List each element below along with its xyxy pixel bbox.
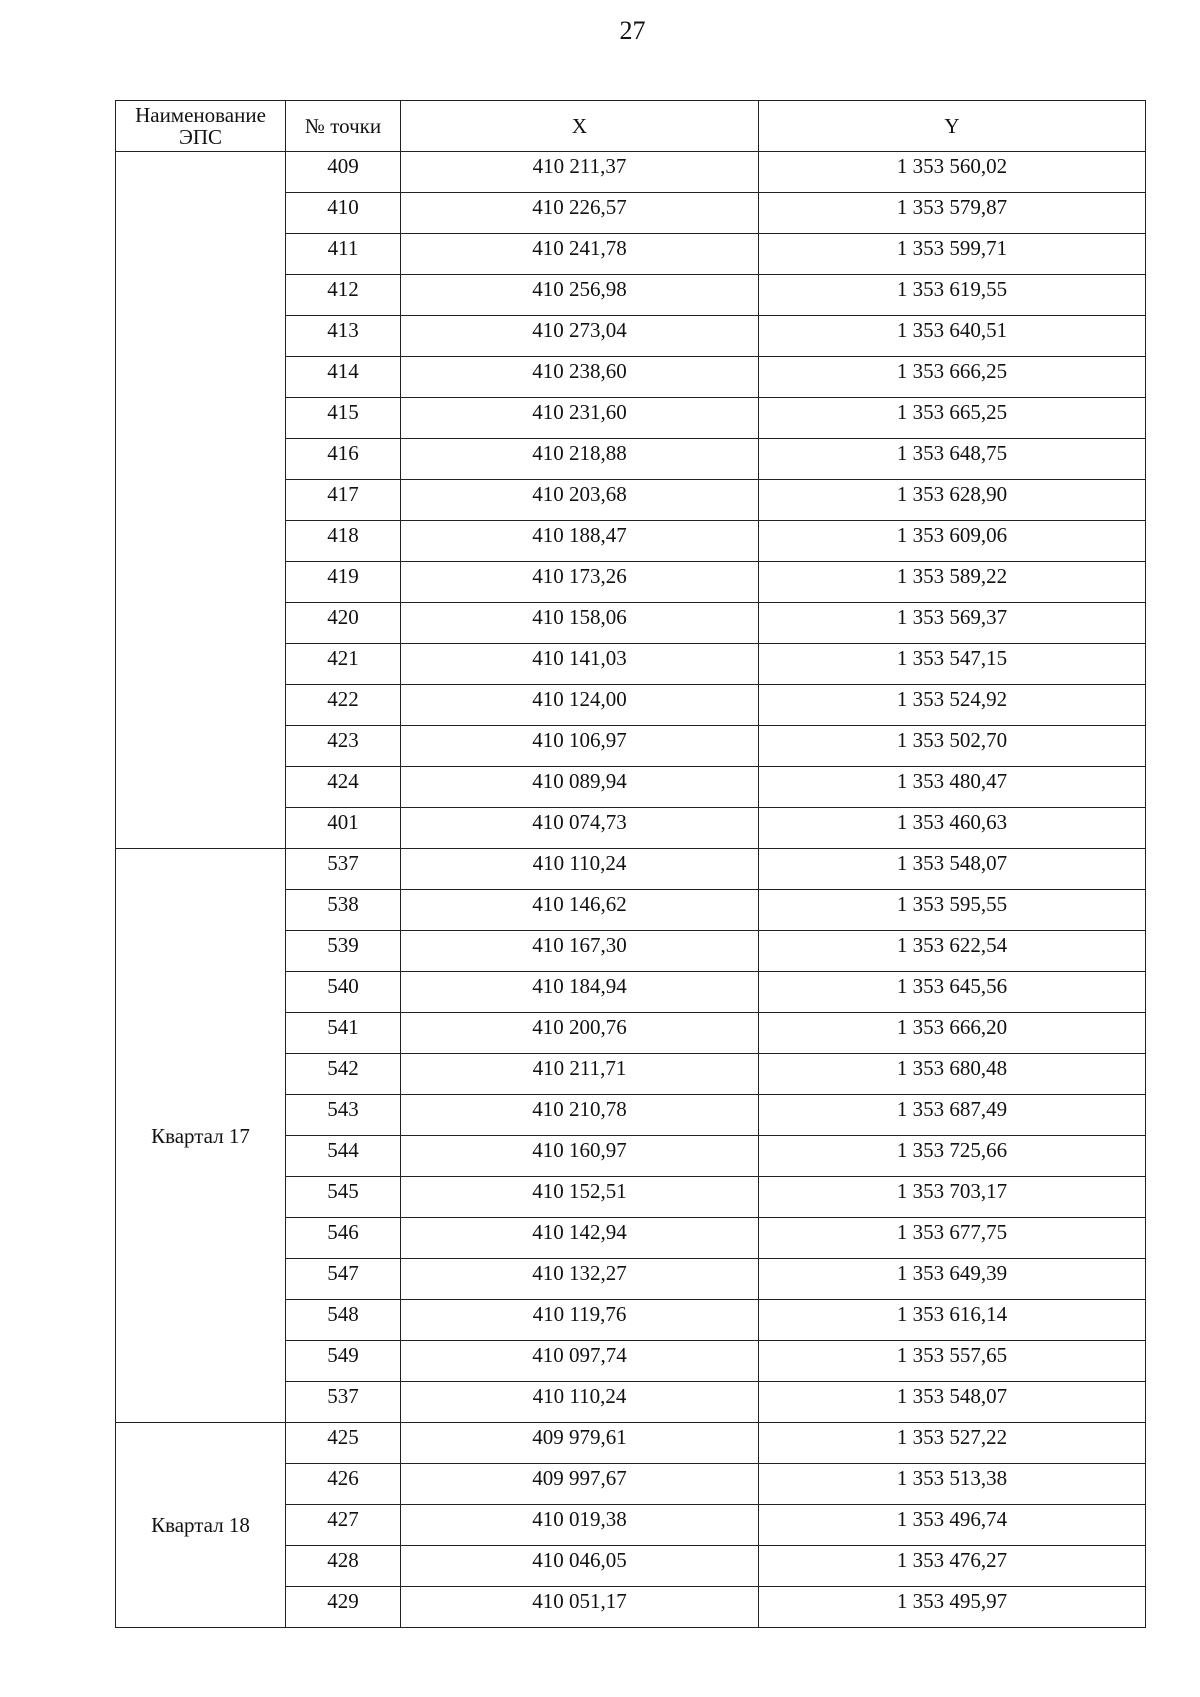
point-number-cell: 549 [286, 1341, 401, 1382]
x-coordinate-cell: 410 184,94 [401, 972, 759, 1013]
x-coordinate-cell: 410 132,27 [401, 1259, 759, 1300]
table-body [116, 152, 1146, 1628]
x-coordinate-cell: 410 256,98 [401, 275, 759, 316]
x-coordinate-cell: 410 124,00 [401, 685, 759, 726]
point-number-cell: 429 [286, 1587, 401, 1628]
y-coordinate-cell: 1 353 616,14 [759, 1300, 1146, 1341]
y-coordinate-cell: 1 353 665,25 [759, 398, 1146, 439]
point-number-cell: 409 [286, 152, 401, 193]
y-coordinate-cell: 1 353 548,07 [759, 849, 1146, 890]
y-coordinate-cell: 1 353 557,65 [759, 1341, 1146, 1382]
point-number-cell: 415 [286, 398, 401, 439]
point-number-cell: 543 [286, 1095, 401, 1136]
table-header [116, 101, 1146, 152]
x-coordinate-cell: 410 231,60 [401, 398, 759, 439]
x-coordinate-cell: 410 211,71 [401, 1054, 759, 1095]
point-number-cell: 548 [286, 1300, 401, 1341]
point-number-cell: 540 [286, 972, 401, 1013]
point-number-cell: 420 [286, 603, 401, 644]
y-coordinate-cell: 1 353 589,22 [759, 562, 1146, 603]
y-coordinate-cell: 1 353 725,66 [759, 1136, 1146, 1177]
x-coordinate-cell: 410 226,57 [401, 193, 759, 234]
eps-name-cell: Квартал 18 [116, 1423, 286, 1628]
point-number-cell: 401 [286, 808, 401, 849]
y-coordinate-cell: 1 353 622,54 [759, 931, 1146, 972]
y-coordinate-cell: 1 353 496,74 [759, 1505, 1146, 1546]
table-row [116, 1423, 1146, 1464]
point-number-cell: 538 [286, 890, 401, 931]
x-coordinate-cell: 409 997,67 [401, 1464, 759, 1505]
x-coordinate-cell: 410 152,51 [401, 1177, 759, 1218]
x-coordinate-cell: 410 089,94 [401, 767, 759, 808]
x-coordinate-cell: 410 110,24 [401, 1382, 759, 1423]
point-number-cell: 413 [286, 316, 401, 357]
point-number-cell: 426 [286, 1464, 401, 1505]
x-coordinate-cell: 410 158,06 [401, 603, 759, 644]
y-coordinate-cell: 1 353 599,71 [759, 234, 1146, 275]
x-coordinate-cell: 410 203,68 [401, 480, 759, 521]
x-coordinate-cell: 410 238,60 [401, 357, 759, 398]
header-point-number: № точки [286, 101, 401, 152]
y-coordinate-cell: 1 353 547,15 [759, 644, 1146, 685]
y-coordinate-cell: 1 353 687,49 [759, 1095, 1146, 1136]
point-number-cell: 418 [286, 521, 401, 562]
y-coordinate-cell: 1 353 524,92 [759, 685, 1146, 726]
point-number-cell: 412 [286, 275, 401, 316]
y-coordinate-cell: 1 353 649,39 [759, 1259, 1146, 1300]
y-coordinate-cell: 1 353 609,06 [759, 521, 1146, 562]
x-coordinate-cell: 410 110,24 [401, 849, 759, 890]
x-coordinate-cell: 410 141,03 [401, 644, 759, 685]
y-coordinate-cell: 1 353 680,48 [759, 1054, 1146, 1095]
y-coordinate-cell: 1 353 648,75 [759, 439, 1146, 480]
point-number-cell: 544 [286, 1136, 401, 1177]
y-coordinate-cell: 1 353 645,56 [759, 972, 1146, 1013]
y-coordinate-cell: 1 353 560,02 [759, 152, 1146, 193]
point-number-cell: 416 [286, 439, 401, 480]
y-coordinate-cell: 1 353 513,38 [759, 1464, 1146, 1505]
x-coordinate-cell: 410 211,37 [401, 152, 759, 193]
point-number-cell: 411 [286, 234, 401, 275]
y-coordinate-cell: 1 353 502,70 [759, 726, 1146, 767]
point-number-cell: 546 [286, 1218, 401, 1259]
point-number-cell: 422 [286, 685, 401, 726]
y-coordinate-cell: 1 353 666,20 [759, 1013, 1146, 1054]
y-coordinate-cell: 1 353 480,47 [759, 767, 1146, 808]
x-coordinate-cell: 410 200,76 [401, 1013, 759, 1054]
eps-name-cell: Квартал 17 [116, 849, 286, 1423]
x-coordinate-cell: 410 210,78 [401, 1095, 759, 1136]
y-coordinate-cell: 1 353 476,27 [759, 1546, 1146, 1587]
point-number-cell: 539 [286, 931, 401, 972]
x-coordinate-cell: 410 218,88 [401, 439, 759, 480]
point-number-cell: 542 [286, 1054, 401, 1095]
point-number-cell: 541 [286, 1013, 401, 1054]
point-number-cell: 419 [286, 562, 401, 603]
y-coordinate-cell: 1 353 619,55 [759, 275, 1146, 316]
x-coordinate-cell: 410 188,47 [401, 521, 759, 562]
point-number-cell: 423 [286, 726, 401, 767]
x-coordinate-cell: 410 074,73 [401, 808, 759, 849]
point-number-cell: 417 [286, 480, 401, 521]
point-number-cell: 425 [286, 1423, 401, 1464]
page-number: 27 [619, 16, 646, 45]
table-row [116, 849, 1146, 890]
point-number-cell: 424 [286, 767, 401, 808]
header-x: X [401, 101, 759, 152]
y-coordinate-cell: 1 353 460,63 [759, 808, 1146, 849]
point-number-cell: 421 [286, 644, 401, 685]
y-coordinate-cell: 1 353 640,51 [759, 316, 1146, 357]
coordinates-table [115, 100, 1146, 1628]
x-coordinate-cell: 410 046,05 [401, 1546, 759, 1587]
y-coordinate-cell: 1 353 666,25 [759, 357, 1146, 398]
point-number-cell: 537 [286, 849, 401, 890]
point-number-cell: 410 [286, 193, 401, 234]
y-coordinate-cell: 1 353 595,55 [759, 890, 1146, 931]
x-coordinate-cell: 410 019,38 [401, 1505, 759, 1546]
x-coordinate-cell: 409 979,61 [401, 1423, 759, 1464]
y-coordinate-cell: 1 353 569,37 [759, 603, 1146, 644]
x-coordinate-cell: 410 142,94 [401, 1218, 759, 1259]
y-coordinate-cell: 1 353 703,17 [759, 1177, 1146, 1218]
x-coordinate-cell: 410 167,30 [401, 931, 759, 972]
y-coordinate-cell: 1 353 548,07 [759, 1382, 1146, 1423]
y-coordinate-cell: 1 353 495,97 [759, 1587, 1146, 1628]
point-number-cell: 414 [286, 357, 401, 398]
y-coordinate-cell: 1 353 579,87 [759, 193, 1146, 234]
x-coordinate-cell: 410 097,74 [401, 1341, 759, 1382]
x-coordinate-cell: 410 106,97 [401, 726, 759, 767]
point-number-cell: 537 [286, 1382, 401, 1423]
point-number-cell: 427 [286, 1505, 401, 1546]
y-coordinate-cell: 1 353 527,22 [759, 1423, 1146, 1464]
header-y: Y [759, 101, 1146, 152]
point-number-cell: 545 [286, 1177, 401, 1218]
header-row [116, 101, 1146, 152]
x-coordinate-cell: 410 146,62 [401, 890, 759, 931]
point-number-cell: 428 [286, 1546, 401, 1587]
point-number-cell: 547 [286, 1259, 401, 1300]
x-coordinate-cell: 410 173,26 [401, 562, 759, 603]
y-coordinate-cell: 1 353 628,90 [759, 480, 1146, 521]
x-coordinate-cell: 410 241,78 [401, 234, 759, 275]
x-coordinate-cell: 410 119,76 [401, 1300, 759, 1341]
table-row [116, 152, 1146, 193]
x-coordinate-cell: 410 051,17 [401, 1587, 759, 1628]
x-coordinate-cell: 410 160,97 [401, 1136, 759, 1177]
x-coordinate-cell: 410 273,04 [401, 316, 759, 357]
eps-name-cell [116, 152, 286, 849]
y-coordinate-cell: 1 353 677,75 [759, 1218, 1146, 1259]
header-eps-name: Наименование ЭПС [116, 101, 286, 152]
